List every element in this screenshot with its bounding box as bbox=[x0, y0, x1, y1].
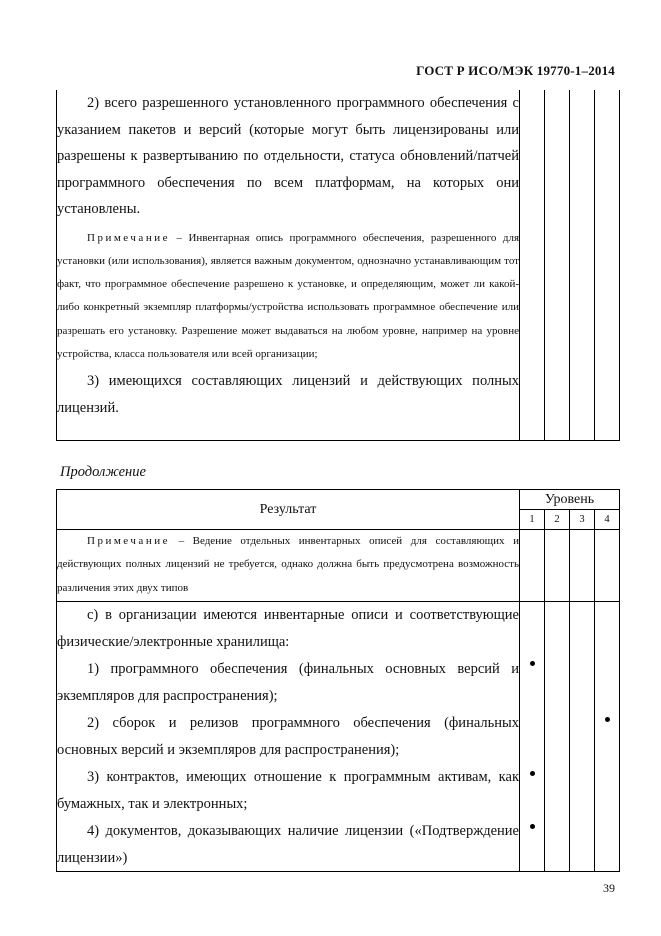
result-cell bbox=[57, 602, 520, 872]
item-2-text: 2) всего разрешенного установленного программного обеспечения с указанием пакетов и версий (которые могут быть лицензированы или разрешены к развертыванию по отдельности, статуса обновлений/патчей программного обеспечения по всем платформам, на которых они установлены. bbox=[57, 95, 519, 217]
item-3-text: 3) контрактов, имеющих отношение к программным активам, как бумажных, так и электронных; bbox=[57, 769, 519, 812]
requirements-table bbox=[56, 489, 620, 872]
level-2-cell bbox=[545, 530, 570, 602]
level-mark-dot bbox=[530, 661, 535, 666]
document-code-header: ГОСТ Р ИСО/МЭК 19770-1–2014 bbox=[416, 63, 615, 78]
level-mark-dot bbox=[530, 771, 535, 776]
item-c-text: c) в организации имеются инвентарные описи и соответствующие физические/электронные хранилища: bbox=[57, 607, 519, 650]
result-column-header: Результат bbox=[57, 490, 520, 530]
table-header-row bbox=[57, 490, 620, 510]
note-cell bbox=[57, 530, 520, 602]
note-text: – Инвентарная опись программного обеспечения, разрешенного для установки (или использования), является важным документом, однозначно устанавливающим тот факт, что программное обеспечение разрешено к установке, и определяющим, может ли какой-либо конкретный экземпляр платформы/устройства использовать программное обеспечение или разрешать его установку. Разрешение может выдаваться на любом уровне, например на уровне устройства, класса пользователя или всей организации; bbox=[57, 231, 519, 360]
level-4-cell bbox=[595, 602, 620, 872]
note-text: – Ведение отдельных инвентарных описей для составляющих и действующих полных лицензий не требуется, однако должна быть предусмотрена возможность различения этих двух типов bbox=[57, 535, 519, 594]
note-paragraph bbox=[57, 530, 519, 600]
item-4-text: 4) документов, доказывающих наличие лицензии («Подтверждение лицензии») bbox=[57, 823, 519, 866]
level-1-cell bbox=[520, 90, 545, 441]
level-1-header: 1 bbox=[520, 510, 545, 530]
note-paragraph bbox=[57, 227, 519, 367]
requirements-table-continued bbox=[56, 90, 620, 441]
level-4-header: 4 bbox=[595, 510, 620, 530]
level-1-cell bbox=[520, 530, 545, 602]
level-column-header: Уровень bbox=[520, 490, 620, 510]
level-3-cell bbox=[570, 530, 595, 602]
level-4-cell bbox=[595, 530, 620, 602]
item-3-text: 3) имеющихся составляющих лицензий и действующих полных лицензий. bbox=[57, 373, 519, 416]
continuation-label: Продолжение bbox=[60, 464, 146, 480]
note-label: Примечание bbox=[87, 231, 170, 244]
level-1-cell bbox=[520, 602, 545, 872]
level-3-cell bbox=[570, 90, 595, 441]
table-row bbox=[57, 90, 620, 441]
level-3-cell bbox=[570, 602, 595, 872]
level-mark-dot bbox=[530, 824, 535, 829]
result-cell bbox=[57, 90, 520, 441]
level-4-cell bbox=[595, 90, 620, 441]
item-1-text: 1) программного обеспечения (финальных основных версий и экземпляров для распространения); bbox=[57, 661, 519, 704]
table-row bbox=[57, 602, 620, 872]
level-2-header: 2 bbox=[545, 510, 570, 530]
level-2-cell bbox=[545, 90, 570, 441]
level-mark-dot bbox=[605, 717, 610, 722]
level-2-cell bbox=[545, 602, 570, 872]
level-3-header: 3 bbox=[570, 510, 595, 530]
page-number: 39 bbox=[603, 881, 615, 895]
table-row bbox=[57, 530, 620, 602]
note-label: Примечание bbox=[87, 535, 170, 547]
item-2-text: 2) сборок и релизов программного обеспечения (финальных основных версий и экземпляров для распространения); bbox=[57, 715, 519, 758]
